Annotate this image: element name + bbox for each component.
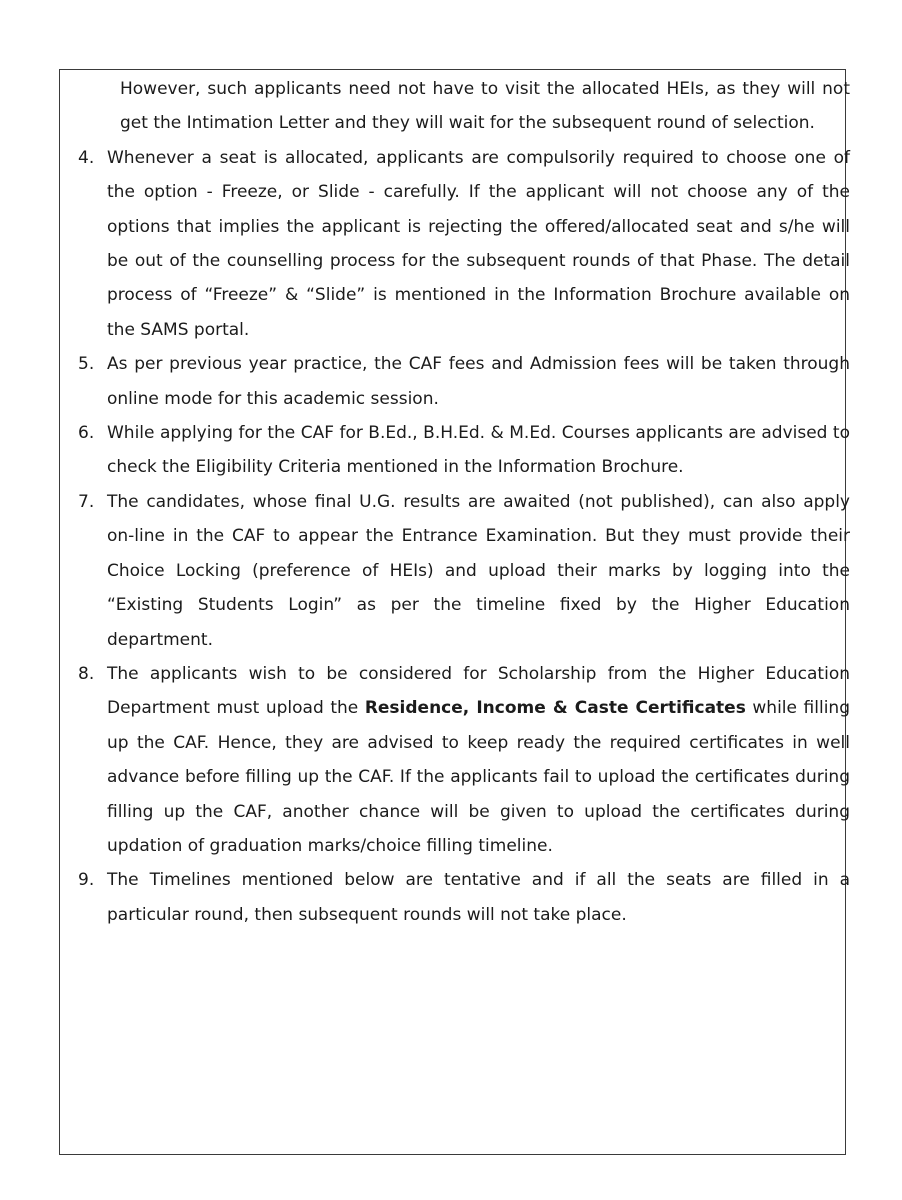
item-text: Whenever a seat is allocated, applicants are compulsorily required to choose one of the option - Freeze, or Slide - carefully. If the applicant will not choose any of the options that implies the applicant is rejecting the offered/allocated seat and s/he will be out of the counselling process for the subsequent rounds of that Phase. The detail process of “Freeze” & “Slide” is mentioned in the Information Brochure available on the SAMS portal. (107, 147, 850, 340)
item-text: The candidates, whose final U.G. results are awaited (not published), can also apply on-line in the CAF to appear the Entrance Examination. But they must provide their Choice Locking (preference of HEIs) and upload their marks by logging into the “Existing Students Login” as per the timeline fixed by the Higher Education department. (107, 491, 850, 650)
list-item-4 (60, 141, 850, 347)
item-number: 9. (78, 870, 95, 891)
item-number: 6. (78, 423, 95, 444)
list-item-8 (60, 657, 850, 863)
item-number: 4. (78, 147, 95, 168)
continuation-paragraph: However, such applicants need not have to visit the allocated HEIs, as they will not get the Intimation Letter and they will wait for the subsequent round of selection. (120, 79, 850, 134)
item-text-after: while filling up the CAF. Hence, they are advised to keep ready the required certificates in well advance before filling up the CAF. If the applicants fail to upload the certificates during filling up the CAF, another chance will be given to upload the certificates during updation of graduation marks/choice filling timeline. (107, 698, 850, 856)
document-body (60, 72, 850, 932)
list-item-9 (60, 863, 850, 932)
list-item-5 (60, 347, 850, 416)
item-text: The Timelines mentioned below are tentative and if all the seats are filled in a particular round, then subsequent rounds will not take place. (107, 870, 850, 925)
item-number: 8. (78, 663, 95, 684)
list-item-7 (60, 485, 850, 657)
item-text: As per previous year practice, the CAF fees and Admission fees will be taken through online mode for this academic session. (107, 354, 850, 409)
item-text (107, 657, 850, 863)
item-text-before: The applicants wish to be considered for Scholarship from the Higher Education Department must upload the (107, 663, 850, 719)
item-number: 7. (78, 491, 95, 512)
item-number: 5. (78, 354, 95, 375)
item-text: While applying for the CAF for B.Ed., B.H.Ed. & M.Ed. Courses applicants are advised to check the Eligibility Criteria mentioned in the Information Brochure. (107, 423, 850, 478)
item-text-bold: Residence, Income & Caste Certificates (364, 698, 746, 719)
list-item-6 (60, 416, 850, 485)
